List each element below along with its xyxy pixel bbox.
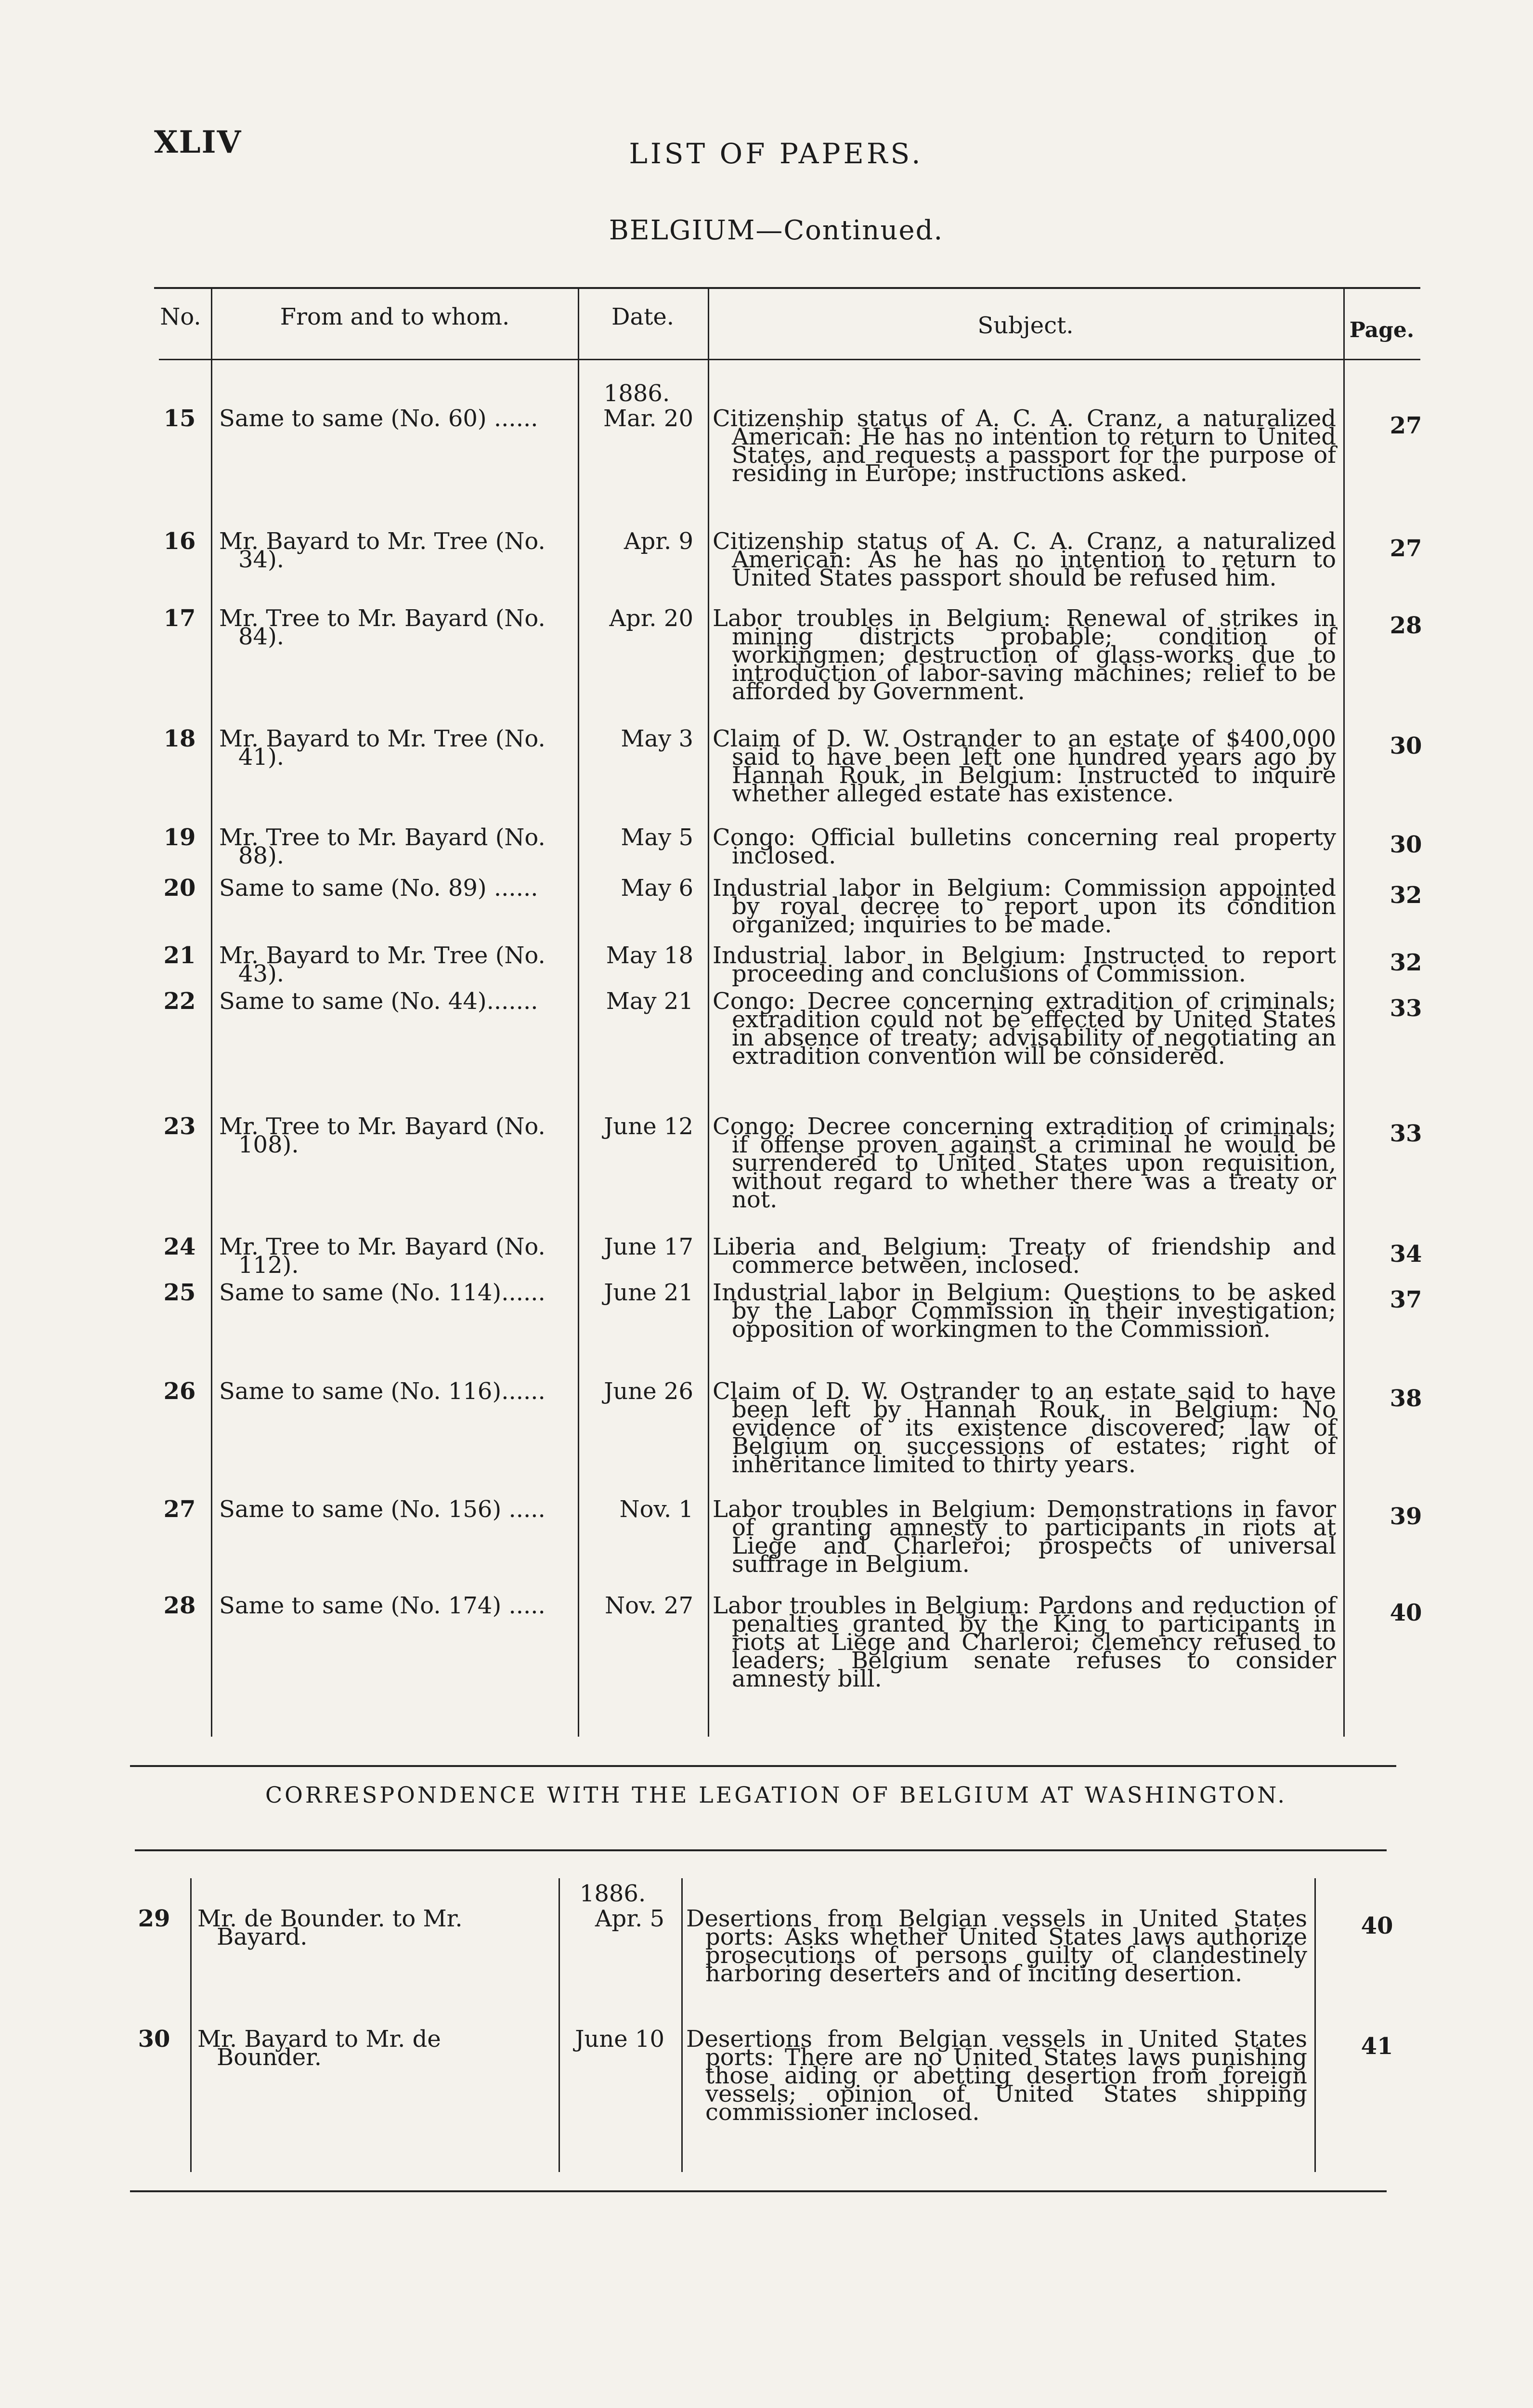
row-from-to: Same to same (No. 60) ...... (219, 405, 538, 432)
row-number: 30 (138, 2026, 170, 2053)
header-no: No. (160, 303, 201, 330)
row-from-to: Mr. Bayard to Mr. de Bounder. (197, 2026, 441, 2071)
table1-col-rule-4 (1343, 287, 1345, 1737)
row-subject: Industrial labor in Belgium: Commission appointed by royal decree to report upon its condition organized; inquiries to be made. (713, 875, 1336, 938)
page-number: XLIV (154, 124, 242, 160)
row-date: May 21 (606, 988, 693, 1015)
row-page: 40 (1361, 1912, 1393, 1939)
row-subject: Claim of D. W. Ostrander to an estate of $400,000 said to have been left one hundred years ago by Hannah Rouk, in Belgium: Instructed to inquire whether alleged estate has existence. (713, 725, 1336, 807)
row-date: Nov. 27 (605, 1592, 693, 1619)
row-page: 37 (1390, 1286, 1422, 1313)
row-number: 18 (163, 725, 196, 752)
row-date: May 6 (621, 875, 693, 902)
table1-col-rule-1 (211, 287, 212, 1737)
row-from-to: Mr. Tree to Mr. Bayard (No. 88). (219, 824, 546, 869)
table1-bottom-rule (130, 1765, 1396, 1767)
header-date: Date. (611, 303, 675, 330)
row-page: 33 (1390, 995, 1422, 1022)
page-title: LIST OF PAPERS. (629, 137, 923, 170)
row-page: 34 (1390, 1241, 1422, 1268)
row-page: 30 (1390, 831, 1422, 858)
row-number: 17 (163, 605, 196, 632)
row-year: 1886. (579, 1880, 646, 1907)
row-from-to: Same to same (No. 114)...... (219, 1279, 546, 1306)
row-subject: Industrial labor in Belgium: Questions to be asked by the Labor Commission in their investigation; opposition of workingmen to the Commission. (713, 1279, 1336, 1343)
row-date: June 17 (604, 1233, 693, 1260)
section2-title: CORRESPONDENCE WITH THE LEGATION OF BELGIUM AT WASHINGTON. (265, 1782, 1287, 1808)
row-subject: Desertions from Belgian vessels in United States ports: There are no United States laws punishing those aiding or abetting desertion from foreign vessels; opinion of United States shipping commissioner inclosed. (686, 2026, 1307, 2126)
row-subject: Claim of D. W. Ostrander to an estate said to have been left by Hannah Rouk, in Belgium: No evidence of its existence discovered; law of Belgium on successions of estates; right of inheritance limited to thirty years. (713, 1378, 1336, 1478)
row-year: 1886. (603, 380, 670, 407)
row-date: May 18 (606, 942, 693, 969)
header-page: Page. (1349, 318, 1415, 342)
row-number: 23 (163, 1113, 196, 1140)
table2-top-rule (135, 1849, 1387, 1851)
table1-col-rule-3 (708, 287, 709, 1737)
row-from-to: Mr. Bayard to Mr. Tree (No. 34). (219, 528, 546, 573)
row-page: 27 (1390, 412, 1422, 439)
row-from-to: Mr. Tree to Mr. Bayard (No. 84). (219, 605, 546, 650)
row-from-to: Mr. Bayard to Mr. Tree (No. 43). (219, 942, 546, 987)
row-page: 41 (1361, 2033, 1393, 2060)
row-from-to: Mr. de Bounder. to Mr. Bayard. (197, 1905, 463, 1950)
row-date: June 12 (604, 1113, 693, 1140)
row-subject: Liberia and Belgium: Treaty of friendship and commerce between, inclosed. (713, 1233, 1336, 1279)
row-number: 19 (163, 824, 196, 851)
row-subject: Desertions from Belgian vessels in United States ports: Asks whether United States laws authorize prosecutions of persons guilty of clandestinely harboring deserters and of inciting desertion. (686, 1905, 1307, 1987)
row-subject: Labor troubles in Belgium: Renewal of strikes in mining districts probable; condition of workingmen; destruction of glass-works due to introduction of labor-saving machines; relief to be afforded by Government. (713, 605, 1336, 705)
row-from-to: Same to same (No. 174) ..... (219, 1592, 546, 1619)
table2-bottom-rule (130, 2190, 1387, 2192)
row-from-to: Mr. Bayard to Mr. Tree (No. 41). (219, 725, 546, 771)
table2-col-rule-3 (681, 1878, 683, 2172)
row-date: June 26 (604, 1378, 693, 1405)
table1-top-rule (154, 287, 1420, 289)
row-page: 27 (1390, 535, 1422, 562)
row-date: June 10 (575, 2026, 664, 2053)
row-number: 29 (138, 1905, 170, 1932)
row-date: May 5 (621, 824, 693, 851)
row-from-to: Same to same (No. 89) ...... (219, 875, 538, 902)
row-subject: Congo: Decree concerning extradition of criminals; extradition could not be effected by United States in absence of treaty; advisability of negotiating an extradition convention will be considered. (713, 988, 1336, 1070)
row-page: 38 (1390, 1385, 1422, 1412)
table2-col-rule-2 (559, 1878, 560, 2172)
row-date: Apr. 20 (609, 605, 693, 632)
row-number: 16 (163, 528, 196, 555)
row-number: 26 (163, 1378, 196, 1405)
header-subject: Subject. (977, 312, 1074, 339)
row-subject: Industrial labor in Belgium: Instructed to report proceeding and conclusions of Commission. (713, 942, 1336, 987)
row-date: Nov. 1 (619, 1496, 693, 1523)
row-from-to: Same to same (No. 116)...... (219, 1378, 546, 1405)
row-page: 40 (1390, 1599, 1422, 1626)
row-number: 20 (163, 875, 196, 902)
row-subject: Labor troubles in Belgium: Demonstrations in favor of granting amnesty to participants in riots at Liege and Charleroi; prospects of universal suffrage in Belgium. (713, 1496, 1336, 1578)
row-page: 39 (1390, 1503, 1422, 1530)
row-page: 32 (1390, 949, 1422, 976)
row-date: Apr. 5 (595, 1905, 664, 1932)
row-date: Apr. 9 (624, 528, 693, 555)
table2-col-rule-1 (190, 1878, 192, 2172)
row-subject: Congo: Official bulletins concerning real property inclosed. (713, 824, 1336, 869)
row-page: 30 (1390, 733, 1422, 759)
row-from-to: Mr. Tree to Mr. Bayard (No. 112). (219, 1233, 546, 1279)
row-subject: Citizenship status of A. C. A. Cranz, a naturalized American: As he has no intention to return to United States passport should be refused him. (713, 528, 1336, 591)
row-from-to: Same to same (No. 44)....... (219, 988, 538, 1015)
row-number: 25 (163, 1279, 196, 1306)
row-subject: Labor troubles in Belgium: Pardons and reduction of penalties granted by the King to participants in riots at Liege and Charleroi; clemency refused to leaders; Belgium senate refuses to consider amnesty bill. (713, 1592, 1336, 1692)
table1-header-rule (159, 359, 1420, 360)
row-number: 22 (163, 988, 196, 1015)
row-number: 15 (163, 405, 196, 432)
row-from-to: Mr. Tree to Mr. Bayard (No. 108). (219, 1113, 546, 1158)
row-subject: Congo: Decree concerning extradition of criminals; if offense proven against a criminal he would be surrendered to United States upon requisition, without regard to whether there was a treaty or not. (713, 1113, 1336, 1213)
row-page: 33 (1390, 1120, 1422, 1147)
row-page: 32 (1390, 882, 1422, 909)
row-from-to: Same to same (No. 156) ..... (219, 1496, 546, 1523)
row-page: 28 (1390, 612, 1422, 639)
row-number: 24 (163, 1233, 196, 1260)
header-from: From and to whom. (280, 303, 510, 330)
row-number: 21 (163, 942, 196, 969)
row-subject: Citizenship status of A. C. A. Cranz, a naturalized American: He has no intention to return to United States, and requests a passport for the purpose of residing in Europe; instructions asked. (713, 405, 1336, 487)
table2-col-rule-4 (1314, 1878, 1316, 2172)
row-number: 28 (163, 1592, 196, 1619)
row-number: 27 (163, 1496, 196, 1523)
section-title: BELGIUM—Continued. (609, 215, 944, 246)
row-date: Mar. 20 (603, 405, 693, 432)
row-date: June 21 (604, 1279, 693, 1306)
row-date: May 3 (621, 725, 693, 752)
table1-col-rule-2 (578, 287, 579, 1737)
